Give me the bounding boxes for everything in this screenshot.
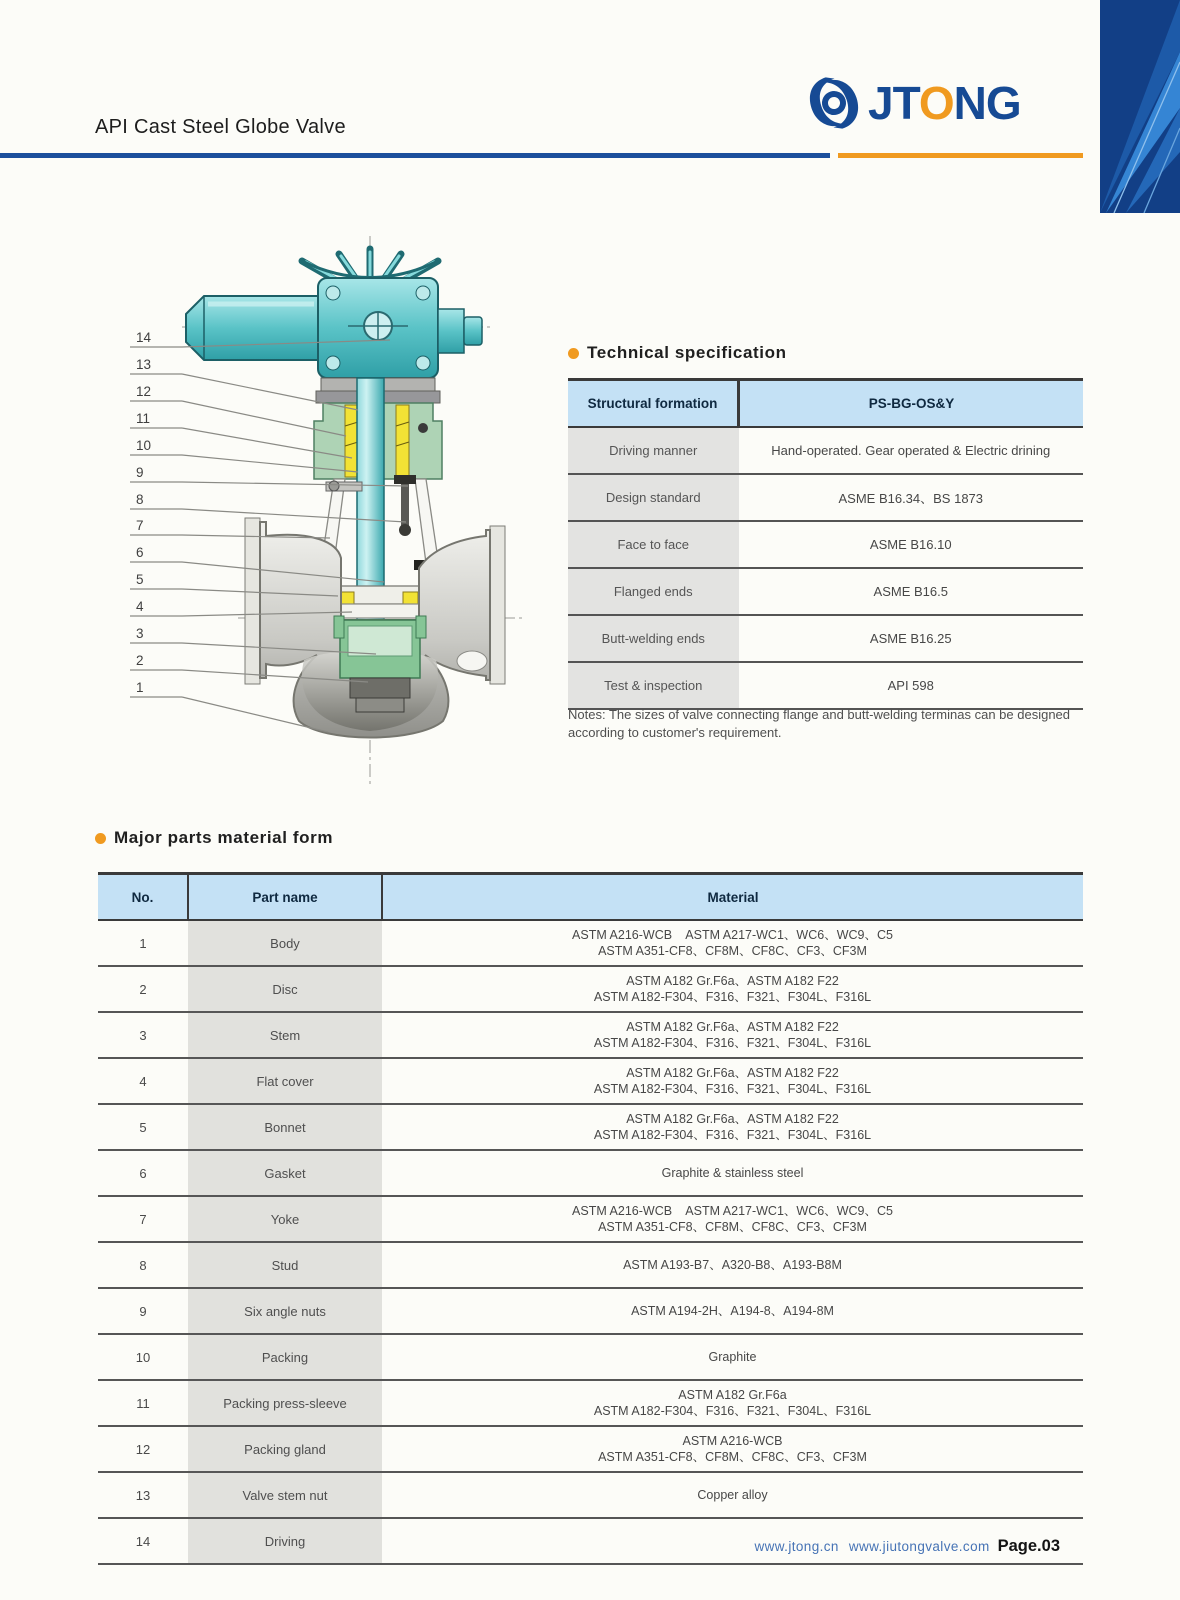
spec-header-label: Structural formation [568,380,739,428]
corner-graphic [1100,0,1180,213]
spec-row [568,615,1083,662]
part-name: Stem [188,1012,382,1058]
part-material [382,1058,1083,1104]
part-name: Packing press-sleeve [188,1380,382,1426]
technical-specification-table [568,378,1083,710]
part-number: 11 [136,1395,150,1411]
parts-header-partname: Part name [188,874,382,921]
spec-row-label: Test & inspection [568,662,739,709]
material-line: Copper alloy [697,1488,768,1502]
material-line: ASTM A351-CF8、CF8M、CF8C、CF3、CF3M [598,1450,867,1464]
page-footer [744,1537,1060,1556]
parts-row [98,1334,1083,1380]
spec-row [568,521,1083,568]
callout-13: 13 [136,357,152,372]
parts-row [98,1196,1083,1242]
jtong-logo-text: JTONG [868,77,1021,129]
callout-4: 4 [136,599,144,614]
parts-row [98,920,1083,966]
part-material [382,1334,1083,1380]
jtong-logo [804,70,1021,136]
part-material [382,1472,1083,1518]
material-line: ASTM A182-F304、F316、F321、F304L、F316L [593,1128,872,1142]
callout-11: 11 [136,411,151,426]
callout-9: 9 [136,465,144,480]
part-number: 14 [135,1533,151,1549]
parts-row [98,1012,1083,1058]
material-line: ASTM A182 Gr.F6a、ASTM A182 F22 [626,974,839,988]
spec-row-label: Design standard [568,474,739,521]
material-line: ASTM A216-WCB [682,1434,783,1448]
header-rule-blue [0,153,830,158]
part-name: Stud [188,1242,382,1288]
part-number: 3 [139,1027,147,1043]
parts-header-material: Material [382,874,1083,921]
parts-row [98,1242,1083,1288]
actuator-gearbox [318,278,482,378]
material-line: ASTM A351-CF8、CF8M、CF8C、CF3、CF3M [598,1220,867,1234]
footer-url-jtong: www.jtong.cn [754,1539,839,1554]
material-line: ASTM A182-F304、F316、F321、F304L、F316L [593,1404,872,1418]
parts-row [98,1288,1083,1334]
gland-bolt [418,423,428,433]
major-parts-heading [95,828,333,848]
spec-row-label: Flanged ends [568,568,739,615]
material-line: ASTM A182-F304、F316、F321、F304L、F316L [593,1082,872,1096]
spec-row [568,662,1083,709]
part-material [382,1288,1083,1334]
part-name: Six angle nuts [188,1288,382,1334]
callout-leader-line [182,401,346,436]
major-parts-table [98,872,1083,1565]
part-number: 1 [139,935,147,951]
spec-row-value: Hand-operated. Gear operated & Electric drining [771,443,1051,458]
part-material [382,920,1083,966]
part-name: Flat cover [188,1058,382,1104]
part-number: 8 [139,1257,147,1273]
spec-row-label: Butt-welding ends [568,615,739,662]
orange-bullet-icon [568,348,579,359]
part-material [382,1104,1083,1150]
part-name: Bonnet [188,1104,382,1150]
spec-row [568,474,1083,521]
part-number: 10 [135,1349,151,1365]
material-line: ASTM A193-B7、A320-B8、A193-B8M [623,1258,842,1272]
spec-header-row [568,380,1083,428]
callout-14: 14 [136,330,152,345]
part-material [382,1150,1083,1196]
material-line: ASTM A182 Gr.F6a [678,1388,787,1402]
part-number: 2 [139,981,147,997]
packing-strip-right [396,405,409,477]
packing-strip-left [345,405,358,477]
spec-notes: Notes: The sizes of valve connecting flange and butt-welding terminas can be designed according to customer's requirement. [568,707,1071,741]
parts-header-no: No. [98,874,188,921]
valve-cross-section-diagram [90,230,550,790]
callout-8: 8 [136,492,144,507]
parts-row [98,1150,1083,1196]
material-line: ASTM A182-F304、F316、F321、F304L、F316L [593,990,872,1004]
parts-row [98,1058,1083,1104]
parts-row [98,1104,1083,1150]
technical-specification-heading-text: Technical specification [587,343,787,362]
part-name: Driving [188,1518,382,1564]
bonnet-bolt-right [403,592,418,605]
parts-row [98,1426,1083,1472]
part-number: 7 [139,1211,147,1227]
body-end-left [245,518,260,684]
page-title: API Cast Steel Globe Valve [95,116,346,138]
part-material [382,1242,1083,1288]
spec-row-value: ASME B16.5 [873,584,948,599]
material-line: ASTM A351-CF8、CF8M、CF8C、CF3、CF3M [598,944,867,958]
spec-row [568,427,1083,474]
material-line: ASTM A216-WCB ASTM A217-WC1、WC6、WC9、C5 [572,928,893,942]
part-material [382,966,1083,1012]
part-name: Packing gland [188,1426,382,1472]
part-number: 13 [135,1487,151,1503]
part-material [382,1196,1083,1242]
spec-row-value: API 598 [887,678,934,693]
callout-7: 7 [136,518,144,533]
spec-row-value: ASME B16.25 [869,631,952,646]
spec-row-label: Driving manner [568,427,739,474]
spec-table-body [568,427,1083,709]
part-name: Packing [188,1334,382,1380]
actuator-motor [186,296,318,360]
part-number: 12 [135,1441,151,1457]
material-line: ASTM A182 Gr.F6a、ASTM A182 F22 [626,1066,839,1080]
material-line: ASTM A216-WCB ASTM A217-WC1、WC6、WC9、C5 [572,1204,893,1218]
callout-2: 2 [136,653,144,668]
part-name: Body [188,920,382,966]
part-material [382,1012,1083,1058]
parts-row [98,1380,1083,1426]
part-name: Yoke [188,1196,382,1242]
parts-header-row [98,874,1083,921]
spec-row-value: ASME B16.34、BS 1873 [838,491,984,506]
parts-table-body [98,920,1083,1564]
header-rule-orange [838,153,1083,158]
spec-row-label: Face to face [568,521,739,568]
callout-5: 5 [136,572,144,587]
part-name: Gasket [188,1150,382,1196]
callout-6: 6 [136,545,144,560]
technical-specification-heading [568,343,787,363]
part-material [382,1426,1083,1472]
material-line: Graphite & stainless steel [661,1166,804,1180]
material-line: ASTM A182 Gr.F6a、ASTM A182 F22 [626,1020,839,1034]
part-number: 9 [139,1303,147,1319]
orange-bullet-icon [95,833,106,844]
spec-row [568,568,1083,615]
parts-row [98,966,1083,1012]
part-number: 4 [139,1073,147,1089]
part-name: Valve stem nut [188,1472,382,1518]
callout-1: 1 [136,680,144,695]
spec-row-value: ASME B16.10 [869,537,952,552]
callout-3: 3 [136,626,144,641]
major-parts-heading-text: Major parts material form [114,828,334,847]
material-line: ASTM A182-F304、F316、F321、F304L、F316L [593,1036,872,1050]
spec-header-value: PS-BG-OS&Y [739,380,1084,428]
footer-page-number: Page.03 [997,1537,1060,1555]
callout-12: 12 [136,384,152,399]
part-name: Disc [188,966,382,1012]
jtong-logo-swirl-icon [804,70,864,136]
part-number: 5 [139,1119,147,1135]
material-line: ASTM A182 Gr.F6a、ASTM A182 F22 [626,1112,839,1126]
part-material [382,1380,1083,1426]
material-line: ASTM A194-2H、A194-8、A194-8M [631,1304,834,1318]
body-end-right [490,526,505,684]
parts-row [98,1472,1083,1518]
part-number: 6 [139,1165,147,1181]
footer-url-jiutongvalve: www.jiutongvalve.com [848,1539,990,1554]
material-line: Graphite [708,1350,757,1364]
callout-10: 10 [136,438,152,453]
